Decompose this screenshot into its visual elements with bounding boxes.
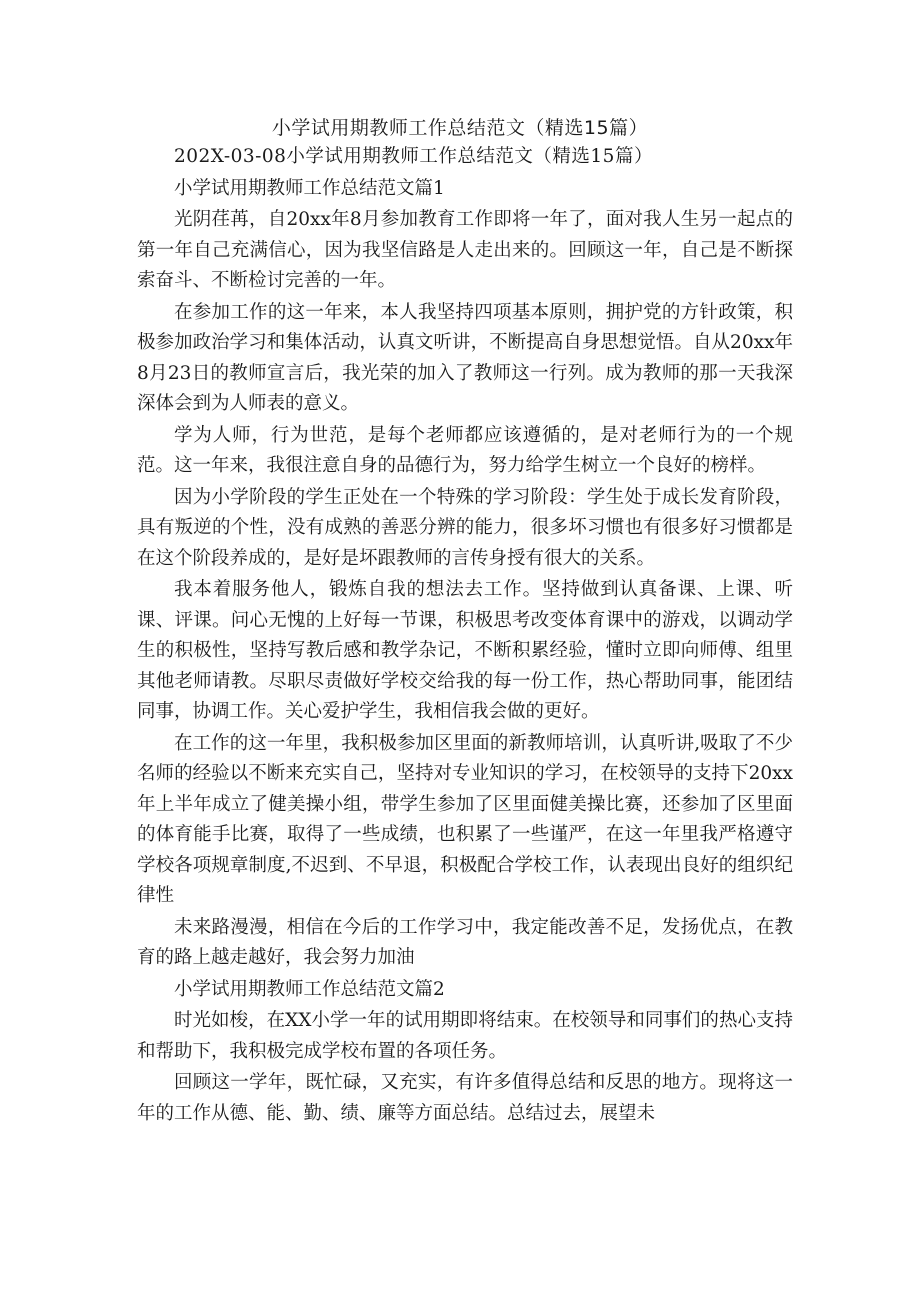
paragraph: 我本着服务他人，锻炼自我的想法去工作。坚持做到认真备课、上课、听课、评课。问心无愧的上好每一节课，积极思考改变体育课中的游戏，以调动学生的积极性，坚持写教后感和教学杂记，不断积累经验，懂时立即向师傅、组里其他老师请教。尽职尽责做好学校交给我的每一份工作，热心帮助同事，能团结同事，协调工作。关心爱护学生，我相信我会做的更好。	[137, 579, 793, 722]
paragraph: 在工作的这一年里，我积极参加区里面的新教师培训，认真听讲,吸取了不少名师的经验以不断来充实自己，坚持对专业知识的学习，在校领导的支持下20xx年上半年成立了健美操小组，带学生参加了区里面健美操比赛，还参加了区里面的体育能手比赛，取得了一些成绩，也积累了一些谨严，在这一年里我严格遵守学校各项规章制度,不迟到、不早退，积极配合学校工作，认表现出良好的组织纪律性	[137, 732, 793, 906]
paragraph: 时光如梭，在XX小学一年的试用期即将结束。在校领导和同事们的热心支持和帮助下，我积极完成学校布置的各项任务。	[137, 1010, 793, 1062]
paragraph: 光阴荏苒，自20xx年8月参加教育工作即将一年了，面对我人生另一起点的第一年自己充满信心，因为我坚信路是人走出来的。回顾这一年，自己是不断探索奋斗、不断检讨完善的一年。	[137, 209, 793, 291]
document-body	[137, 142, 793, 1130]
paragraph: 未来路漫漫，相信在今后的工作学习中，我定能改善不足，发扬优点，在教育的路上越走越好，我会努力加油	[137, 916, 793, 968]
document-title: 小学试用期教师工作总结范文（精选15篇）	[271, 117, 649, 139]
paragraph: 学为人师，行为世范，是每个老师都应该遵循的，是对老师行为的一个规范。这一年来，我很注意自身的品德行为，努力给学生树立一个良好的榜样。	[137, 424, 793, 476]
section-heading-2: 小学试用期教师工作总结范文篇2	[174, 978, 445, 1000]
document-subtitle: 202X-03-08小学试用期教师工作总结范文（精选15篇）	[174, 146, 653, 167]
paragraph: 在参加工作的这一年来，本人我坚持四项基本原则，拥护党的方针政策，积极参加政治学习和集体活动，认真文听讲，不断提高自身思想觉悟。自从20xx年8月23日的教师宣言后，我光荣的加入了教师这一行列。成为教师的那一天我深深体会到为人师表的意义。	[137, 301, 793, 414]
paragraph: 因为小学阶段的学生正处在一个特殊的学习阶段：学生处于成长发育阶段，具有叛逆的个性，没有成熟的善恶分辨的能力，很多坏习惯也有很多好习惯都是在这个阶段养成的，是好是坏跟教师的言传身授有很大的关系。	[137, 486, 793, 569]
section-heading-1: 小学试用期教师工作总结范文篇1	[174, 177, 445, 199]
paragraph: 回顾这一学年，既忙碌，又充实，有许多值得总结和反思的地方。现将这一年的工作从德、能、勤、绩、廉等方面总结。总结过去，展望未	[137, 1072, 793, 1124]
